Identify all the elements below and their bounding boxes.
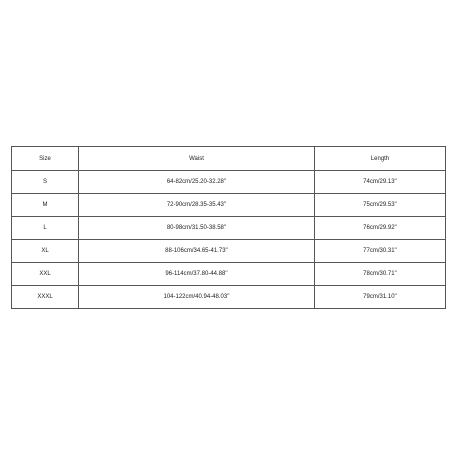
length-cell: 75cm/29.53'' bbox=[315, 194, 446, 217]
header-waist: Waist bbox=[79, 147, 315, 171]
size-cell: XXXL bbox=[12, 286, 79, 309]
waist-cell: 104-122cm/40.94-48.03'' bbox=[79, 286, 315, 309]
length-cell: 78cm/30.71'' bbox=[315, 263, 446, 286]
waist-cell: 72-90cm/28.35-35.43'' bbox=[79, 194, 315, 217]
waist-cell: 88-106cm/34.65-41.73'' bbox=[79, 240, 315, 263]
size-chart-table bbox=[11, 146, 446, 309]
table-row bbox=[12, 240, 446, 263]
size-cell: XL bbox=[12, 240, 79, 263]
size-cell: M bbox=[12, 194, 79, 217]
length-cell: 77cm/30.31'' bbox=[315, 240, 446, 263]
length-cell: 79cm/31.10'' bbox=[315, 286, 446, 309]
table-header-row bbox=[12, 147, 446, 171]
table-row bbox=[12, 171, 446, 194]
length-cell: 76cm/29.92'' bbox=[315, 217, 446, 240]
size-cell: S bbox=[12, 171, 79, 194]
waist-cell: 80-98cm/31.50-38.58'' bbox=[79, 217, 315, 240]
table-row bbox=[12, 217, 446, 240]
table-row bbox=[12, 286, 446, 309]
table-row bbox=[12, 194, 446, 217]
size-cell: L bbox=[12, 217, 79, 240]
size-cell: XXL bbox=[12, 263, 79, 286]
length-cell: 74cm/29.13'' bbox=[315, 171, 446, 194]
waist-cell: 64-82cm/25.20-32.28'' bbox=[79, 171, 315, 194]
waist-cell: 96-114cm/37.80-44.88'' bbox=[79, 263, 315, 286]
header-length: Length bbox=[315, 147, 446, 171]
header-size: Size bbox=[12, 147, 79, 171]
table-row bbox=[12, 263, 446, 286]
